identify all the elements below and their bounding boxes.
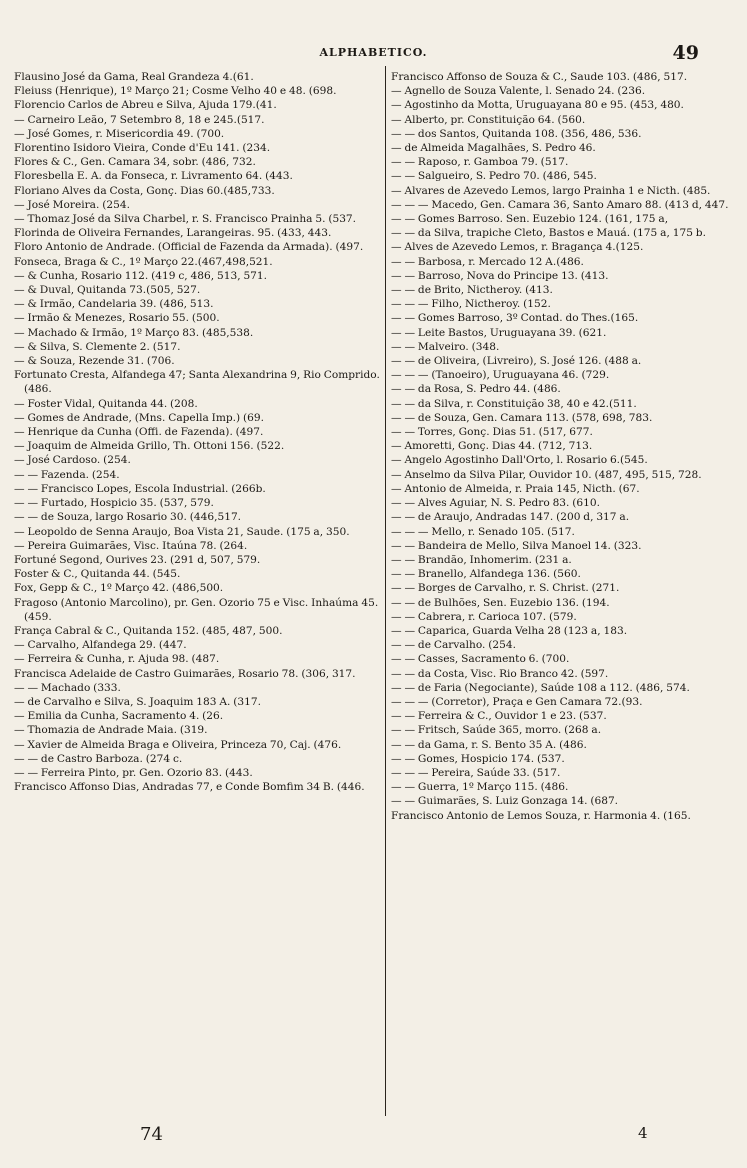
directory-entry: — — — (Corretor), Praça e Gen Camara 72.(93. [391,695,643,708]
directory-entry: — & Cunha, Rosario 112. (419 c, 486, 513, 571. [14,269,268,282]
column-divider [385,66,386,1116]
signature-number: 74 [140,1124,163,1145]
directory-entry: — — Brandão, Inhomerim. (231 a. [391,553,572,566]
directory-entry: — — Caparica, Guarda Velha 28 (123 a, 183. [391,624,628,637]
directory-entry: — Irmão & Menezes, Rosario 55. (500. [14,312,220,325]
directory-entry: Francisco Affonso de Souza & C., Saude 103. (486, 517. [391,71,688,83]
directory-entry: — Emilia da Cunha, Sacramento 4. (26. [14,710,224,723]
directory-entry: Flausino José da Gama, Real Grandeza 4.(61. [14,71,254,83]
directory-entry: — — Barbosa, r. Mercado 12 A.(486. [391,255,584,268]
directory-entry: — Carvalho, Alfandega 29. (447. [14,639,187,652]
directory-entry: — — Machado (333. [14,681,121,694]
directory-entry: — — de Souza, Gen. Camara 113. (578, 698, 783. [391,411,653,424]
directory-entry: — — — (Tanoeiro), Uruguayana 46. (729. [391,369,610,382]
directory-entry: — — de Carvalho. (254. [391,639,516,652]
directory-entry: — — Gomes, Hospicio 174. (537. [391,752,565,765]
directory-entry: Florinda de Oliveira Fernandes, Larangeiras. 95. (433, 443. [14,227,332,240]
directory-entry: — — Guimarães, S. Luiz Gonzaga 14. (687. [391,795,619,808]
directory-entry: — Thomaz José da Silva Charbel, r. S. Francisco Prainha 5. (537. [14,213,357,226]
directory-entry: Fortuné Segond, Ourives 23. (291 d, 507, 579. [14,553,261,566]
directory-entry: — Carneiro Leão, 7 Setembro 8, 18 e 245.(517. [14,113,265,126]
directory-entry: — — Borges de Carvalho, r. S. Christ. (271. [391,582,620,595]
left-column [14,70,380,1120]
directory-entry: — & Irmão, Candelaria 39. (486, 513. [14,298,214,311]
directory-entry: — — Casses, Sacramento 6. (700. [391,653,570,666]
directory-entry: — — Malveiro. (348. [391,340,500,353]
directory-entry: — — de Souza, largo Rosario 30. (446,517. [14,511,242,524]
directory-entry: — — Fritsch, Saúde 365, morro. (268 a. [391,724,602,737]
directory-entry: — & Silva, S. Clemente 2. (517. [14,340,181,353]
directory-entry: — — Guerra, 1º Março 115. (486. [391,781,569,794]
directory-entry: Fortunato Cresta, Alfandega 47; Santa Alexandrina 9, Rio Comprido. (486. [14,369,380,396]
directory-entry: — — Raposo, r. Gamboa 79. (517. [391,156,569,169]
page-header [0,42,747,66]
directory-entry: Francisco Antonio de Lemos Souza, r. Harmonia 4. (165. [391,809,691,822]
page-number: 49 [672,42,699,64]
directory-entry: Fleiuss (Henrique), 1º Março 21; Cosme Velho 40 e 48. (698. [14,85,337,98]
directory-entry: Foster & C., Quitanda 44. (545. [14,568,181,581]
directory-entry: — José Gomes, r. Misericordia 49. (700. [14,127,225,140]
directory-entry: — Gomes de Andrade, (Mns. Capella Imp.) (69. [14,411,265,424]
directory-entry: Florencio Carlos de Abreu e Silva, Ajuda 179.(41. [14,99,277,112]
directory-entry: — — — Mello, r. Senado 105. (517. [391,525,575,538]
directory-entry: — Angelo Agostinho Dall'Orto, l. Rosario 6.(545. [391,454,648,467]
directory-entry: — & Souza, Rezende 31. (706. [14,355,175,368]
directory-entry: — — de Faria (Negociante), Saúde 108 a 112. (486, 574. [391,681,690,694]
directory-entry: — Amoretti, Gonç. Dias 44. (712, 713. [391,440,593,453]
directory-entry: — — Cabrera, r. Carioca 107. (579. [391,610,577,623]
directory-entry: — Foster Vidal, Quitanda 44. (208. [14,397,198,410]
right-column [391,70,733,1120]
directory-entry: — — Alves Aguiar, N. S. Pedro 83. (610. [391,497,601,510]
directory-entry: — — Barroso, Nova do Principe 13. (413. [391,269,609,282]
directory-entry: — — Salgueiro, S. Pedro 70. (486, 545. [391,170,597,183]
directory-entry: — de Almeida Magalhães, S. Pedro 46. [391,142,596,155]
directory-entry: — — de Castro Barboza. (274 c. [14,752,183,765]
running-title: ALPHABETICO. [319,46,428,59]
directory-entry: — — Francisco Lopes, Escola Industrial. (266b. [14,482,266,495]
directory-entry: — — de Araujo, Andradas 147. (200 d, 317 a. [391,511,630,524]
directory-entry: Floriano Alves da Costa, Gonç. Dias 60.(485,733. [14,184,275,197]
directory-entry: — Antonio de Almeida, r. Praia 145, Nicth. (67. [391,482,640,495]
directory-entry: — Anselmo da Silva Pilar, Ouvidor 10. (487, 495, 515, 728. [391,468,702,481]
directory-entry: — — Ferreira Pinto, pr. Gen. Ozorio 83. (443. [14,766,253,779]
directory-entry: — — da Rosa, S. Pedro 44. (486. [391,383,561,396]
directory-entry: — — de Brito, Nictheroy. (413. [391,284,553,297]
directory-entry: — Henrique da Cunha (Offi. de Fazenda). (497. [14,426,264,439]
directory-entry: — — — Macedo, Gen. Camara 36, Santo Amaro 88. (413 d, 447. [391,198,729,211]
directory-entry: — José Cardoso. (254. [14,454,131,467]
directory-entry: — José Moreira. (254. [14,198,130,211]
directory-entry: Floresbella E. A. da Fonseca, r. Livramento 64. (443. [14,170,293,183]
directory-entry: — — Bandeira de Mello, Silva Manoel 14. (323. [391,539,642,552]
directory-entry: — — Leite Bastos, Uruguayana 39. (621. [391,326,607,339]
directory-entry: — — Branello, Alfandega 136. (560. [391,568,581,581]
directory-entry: Fonseca, Braga & C., 1º Março 22.(467,498,521. [14,255,273,268]
directory-entry: — Thomazia de Andrade Maia. (319. [14,724,208,737]
directory-entry: — Ferreira & Cunha, r. Ajuda 98. (487. [14,653,220,666]
directory-entry: — Agostinho da Motta, Uruguayana 80 e 95. (453, 480. [391,99,684,112]
directory-entry: Francisca Adelaide de Castro Guimarães, Rosario 78. (306, 317. [14,667,356,680]
signature-mark: 4 [638,1124,648,1142]
directory-entry: — Pereira Guimarães, Visc. Itaúna 78. (264. [14,539,248,552]
directory-entry: — Machado & Irmão, 1º Março 83. (485,538. [14,326,254,339]
directory-entry: — — Fazenda. (254. [14,468,120,481]
directory-entry: — — Gomes Barroso. Sen. Euzebio 124. (161, 175 a, [391,213,669,226]
directory-entry: Florentino Isidoro Vieira, Conde d'Eu 141. (234. [14,142,271,155]
directory-entry: — — da Gama, r. S. Bento 35 A. (486. [391,738,587,751]
directory-entry: — Leopoldo de Senna Araujo, Boa Vista 21, Saude. (175 a, 350. [14,525,350,538]
directory-entry: — — Gomes Barroso, 3º Contad. do Thes.(165. [391,312,639,325]
directory-entry: — & Duval, Quitanda 73.(505, 527. [14,284,201,297]
directory-entry: — — — Pereira, Saúde 33. (517. [391,766,561,779]
directory-entry: — de Carvalho e Silva, S. Joaquim 183 A. (317. [14,695,261,708]
directory-entry: — — Torres, Gonç. Dias 51. (517, 677. [391,426,593,439]
directory-entry: — Agnello de Souza Valente, l. Senado 24. (236. [391,85,646,98]
directory-entry: — Xavier de Almeida Braga e Oliveira, Princeza 70, Caj. (476. [14,738,342,751]
directory-entry: — Alves de Azevedo Lemos, r. Bragança 4.(125. [391,241,644,254]
directory-entry: — — da Silva, r. Constituição 38, 40 e 42.(511. [391,397,637,410]
directory-entry: — — de Oliveira, (Livreiro), S. José 126. (488 a. [391,355,642,368]
directory-entry: França Cabral & C., Quitanda 152. (485, 487, 500. [14,624,283,637]
directory-entry: Fragoso (Antonio Marcolino), pr. Gen. Ozorio 75 e Visc. Inhaúma 45. (459. [14,596,379,623]
directory-entry: Floro Antonio de Andrade. (Official de Fazenda da Armada). (497. [14,241,364,254]
directory-entry: — — da Costa, Visc. Rio Branco 42. (597. [391,667,609,680]
directory-entry: — — dos Santos, Quitanda 108. (356, 486, 536. [391,127,642,140]
directory-entry: — Alvares de Azevedo Lemos, largo Prainha 1 e Nicth. (485. [391,184,711,197]
directory-entry: — Alberto, pr. Constituição 64. (560. [391,113,586,126]
directory-entry: — — da Silva, trapiche Cleto, Bastos e Mauá. (175 a, 175 b. [391,227,706,240]
directory-entry: Francisco Affonso Dias, Andradas 77, e Conde Bomfim 34 B. (446. [14,781,365,794]
directory-entry: — Joaquim de Almeida Grillo, Th. Ottoni 156. (522. [14,440,285,453]
directory-entry: — — — Filho, Nictheroy. (152. [391,298,551,311]
directory-entry: — — Ferreira & C., Ouvidor 1 e 23. (537. [391,710,607,723]
directory-entry: Fox, Gepp & C., 1º Março 42. (486,500. [14,582,224,595]
directory-entry: Flores & C., Gen. Camara 34, sobr. (486, 732. [14,156,256,169]
directory-entry: — — de Bulhões, Sen. Euzebio 136. (194. [391,596,610,609]
directory-entry: — — Furtado, Hospicio 35. (537, 579. [14,497,214,510]
